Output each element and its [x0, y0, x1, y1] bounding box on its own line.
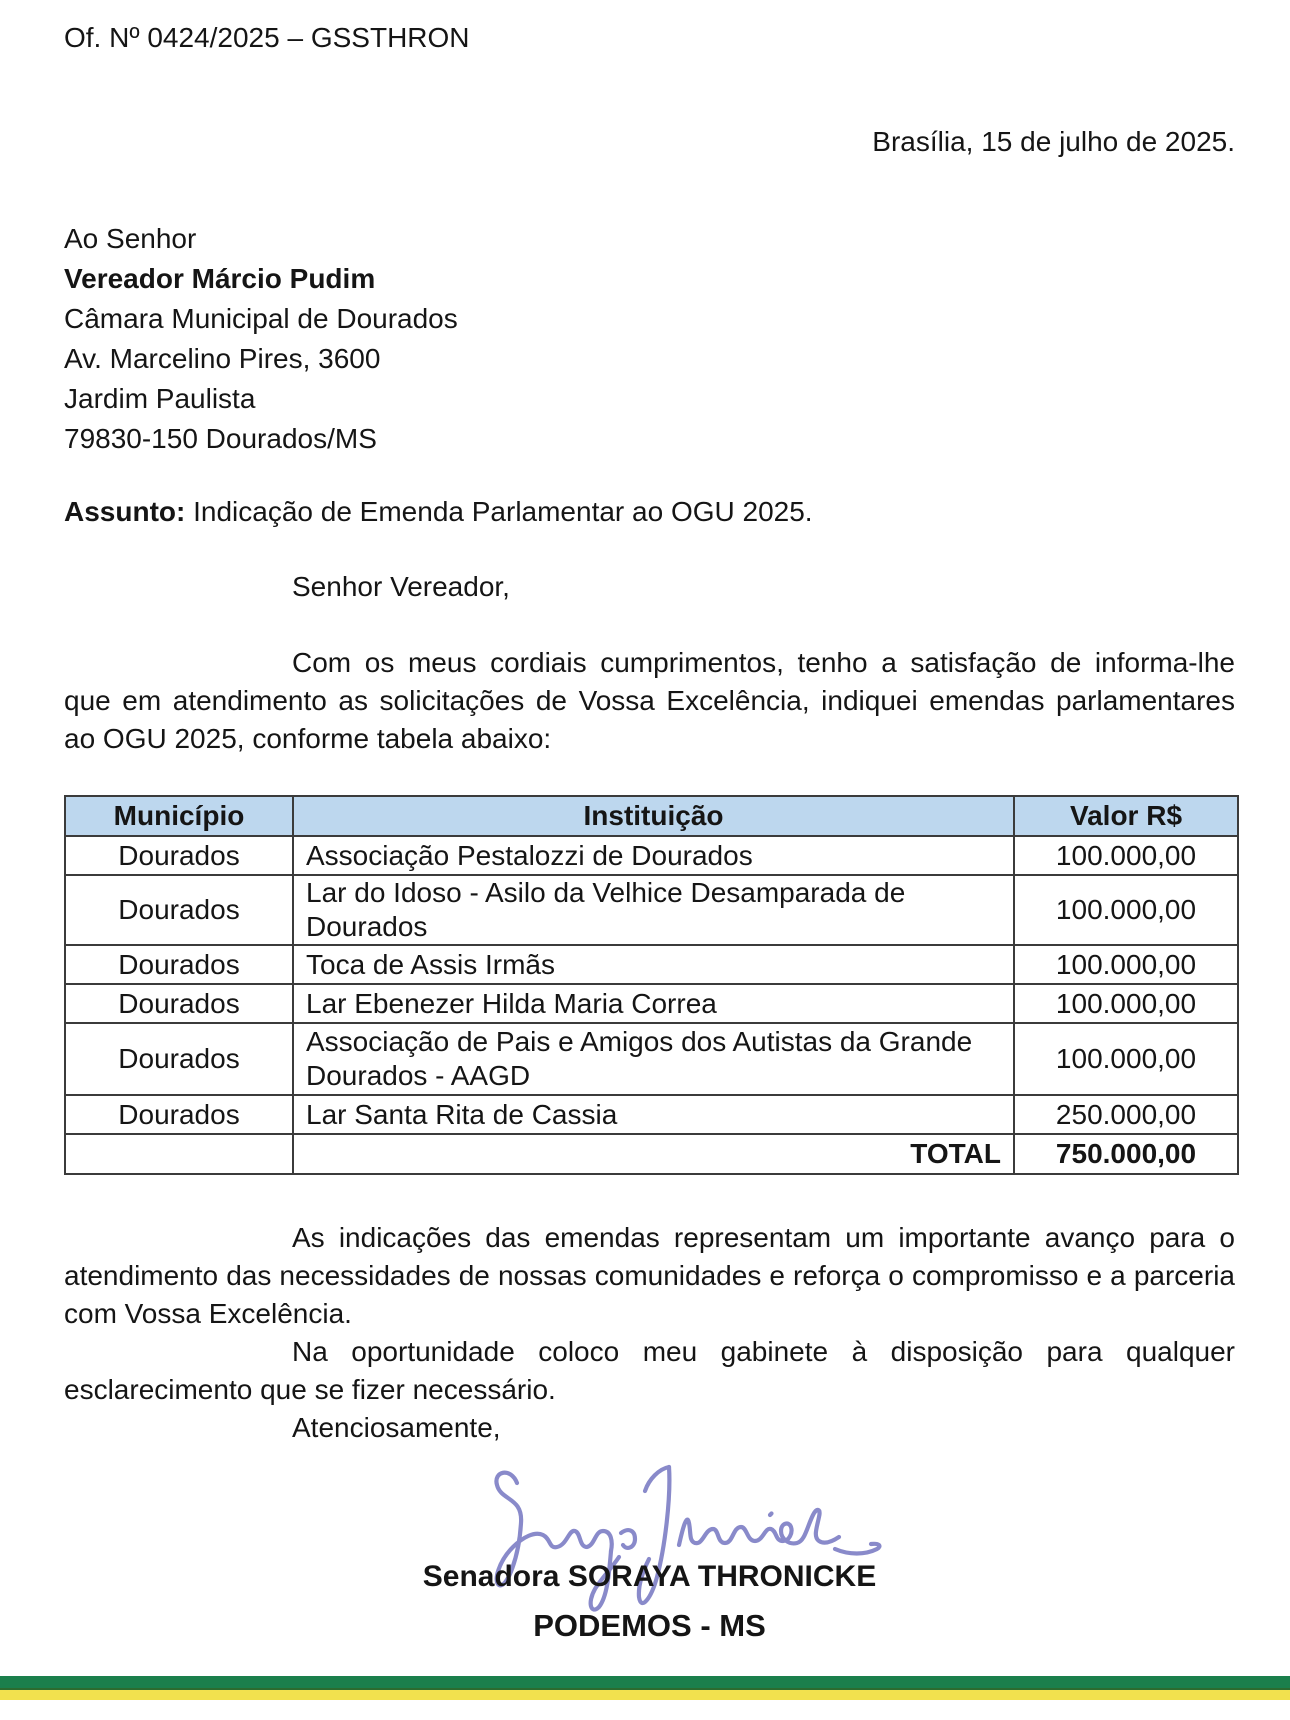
header-instituicao: Instituição — [293, 796, 1014, 836]
recipient-address-block — [64, 219, 1235, 459]
cell-instituicao: Lar do Idoso - Asilo da Velhice Desamparada de Dourados — [293, 875, 1014, 945]
cell-municipio: Dourados — [65, 875, 293, 945]
table-row — [65, 1095, 1238, 1134]
date-line: Brasília, 15 de julho de 2025. — [872, 126, 1235, 157]
cell-empty — [65, 1134, 293, 1174]
cell-instituicao: Toca de Assis Irmãs — [293, 945, 1014, 984]
amendments-table — [64, 795, 1239, 1175]
recipient-street: Av. Marcelino Pires, 3600 — [64, 343, 381, 374]
cell-municipio: Dourados — [65, 984, 293, 1023]
subject-line — [64, 490, 1235, 534]
cell-valor: 100.000,00 — [1014, 875, 1238, 945]
cell-municipio: Dourados — [65, 1023, 293, 1095]
subject-text: Indicação de Emenda Parlamentar ao OGU 2025. — [185, 496, 813, 527]
cell-valor: 100.000,00 — [1014, 984, 1238, 1023]
table-header-row — [65, 796, 1238, 836]
cell-instituicao: Associação Pestalozzi de Dourados — [293, 836, 1014, 875]
header-municipio: Município — [65, 796, 293, 836]
header-valor: Valor R$ — [1014, 796, 1238, 836]
office-reference: Of. Nº 0424/2025 – GSSTHRON — [64, 22, 470, 53]
cell-valor: 100.000,00 — [1014, 945, 1238, 984]
signer-name: Senadora SORAYA THRONICKE — [422, 1560, 877, 1593]
cell-valor: 100.000,00 — [1014, 836, 1238, 875]
signer-party: PODEMOS - MS — [533, 1608, 766, 1643]
table-total-row — [65, 1134, 1238, 1174]
recipient-city: 79830-150 Dourados/MS — [64, 423, 377, 454]
cell-instituicao: Associação de Pais e Amigos dos Autistas da Grande Dourados - AAGD — [293, 1023, 1014, 1095]
cell-instituicao: Lar Ebenezer Hilda Maria Correa — [293, 984, 1014, 1023]
recipient-district: Jardim Paulista — [64, 383, 256, 414]
footer-stripe-green — [0, 1676, 1290, 1688]
signature-block — [64, 1447, 1235, 1709]
cell-valor: 250.000,00 — [1014, 1095, 1238, 1134]
closing-line: Atenciosamente, — [292, 1412, 501, 1443]
table-row — [65, 945, 1238, 984]
handwritten-signature-ink — [483, 1457, 883, 1627]
recipient-prefix: Ao Senhor — [64, 223, 197, 254]
cell-municipio: Dourados — [65, 836, 293, 875]
salutation: Senhor Vereador, — [292, 571, 510, 602]
body-paragraph-2: As indicações das emendas representam um importante avanço para o atendimento das necessidades de nossas comunidades e reforça o compromisso e a parceria com Vossa Excelência. — [64, 1222, 1235, 1329]
body-paragraph-1: Com os meus cordiais cumprimentos, tenho a satisfação de informa-lhe que em atendimento as solicitações de Vossa Excelência, indiquei emendas parlamentares ao OGU 2025, conforme tabela abaixo: — [64, 647, 1235, 754]
cell-instituicao: Lar Santa Rita de Cassia — [293, 1095, 1014, 1134]
table-row — [65, 836, 1238, 875]
recipient-org: Câmara Municipal de Dourados — [64, 303, 458, 334]
table-row — [65, 984, 1238, 1023]
recipient-name: Vereador Márcio Pudim — [64, 263, 376, 294]
table-row — [65, 875, 1238, 945]
cell-municipio: Dourados — [65, 945, 293, 984]
total-label: TOTAL — [293, 1134, 1014, 1174]
cell-valor: 100.000,00 — [1014, 1023, 1238, 1095]
body-paragraph-3: Na oportunidade coloco meu gabinete à disposição para qualquer esclarecimento que se fizer necessário. — [64, 1336, 1235, 1405]
cell-municipio: Dourados — [65, 1095, 293, 1134]
footer-stripe-yellow — [0, 1690, 1290, 1700]
total-value: 750.000,00 — [1014, 1134, 1238, 1174]
subject-label: Assunto: — [64, 496, 186, 527]
table-row — [65, 1023, 1238, 1095]
